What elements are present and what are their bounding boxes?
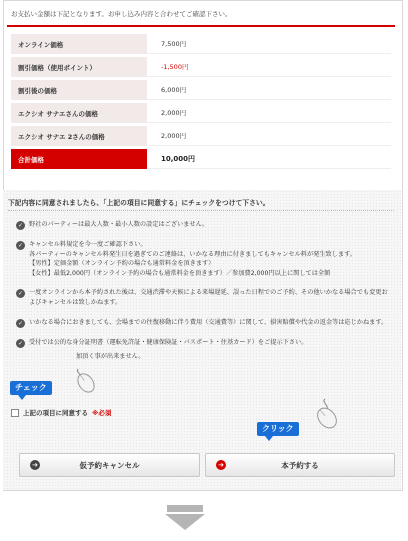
check-circle-icon: ✓ (17, 242, 24, 249)
confirm-reservation-button[interactable] (205, 453, 395, 477)
price-label: 割引価格（使用ポイント） (11, 57, 147, 77)
payment-note: お支払い金額は下記となります。お申し込み内容と合わせてご確認下さい。 (11, 10, 232, 18)
price-row (11, 34, 391, 54)
check-circle-icon: ✓ (17, 339, 24, 347)
price-row (11, 126, 391, 146)
term-text: 【女性】最低2,000円（オンライン予約の場合も通常料金を頂きます）／参加費2,000円以上に関しては全額 (29, 269, 331, 277)
required-mark: ※必須 (92, 409, 112, 417)
agreement-title: 下記内容に同意されましたら、「上記の項目に同意する」にチェックをつけて下さい。 (8, 199, 270, 207)
list-item (16, 288, 391, 307)
agree-checkbox-label[interactable]: 上記の項目に同意する (23, 409, 88, 417)
term-text: 一度オンラインから本予約された後は、交通渋滞や天候による来場遅延、誤った日程でのご予約、その他いかなる場合でも変更およびキャンセルは致しかねます。 (29, 289, 388, 307)
total-price-value: 10,000円 (147, 149, 391, 169)
term-text: 野社のパーティーは最大人数・最小人数の設定はございません。 (29, 221, 209, 228)
down-arrow-icon (163, 505, 207, 531)
arrow-right-icon: ➔ (216, 460, 226, 470)
price-value: 6,000円 (147, 80, 391, 100)
term-text: 【男性】定価金額（オンライン予約の場合も通常料金を頂きます） (29, 260, 215, 268)
price-label: オンライン価格 (11, 34, 147, 54)
check-circle-icon: ✓ (17, 222, 24, 229)
term-text: キャンセル料規定を今一度ご確認下さい。 (29, 241, 147, 248)
click-callout: クリック (257, 422, 299, 436)
total-price-label: 合計価格 (11, 149, 147, 169)
agree-checkbox[interactable] (11, 409, 19, 417)
price-label: 割引後の価格 (11, 80, 147, 100)
list-item (16, 338, 391, 348)
term-text: 加頂く事が出来ません。 (76, 352, 145, 360)
check-circle-icon: ✓ (17, 319, 24, 327)
list-item (16, 352, 391, 362)
agreement-panel (3, 190, 401, 490)
check-callout: チェック (10, 381, 52, 395)
arrow-right-icon: ➔ (30, 460, 40, 470)
cancel-reservation-button[interactable] (19, 453, 200, 477)
price-value: 2,000円 (147, 103, 391, 123)
term-text: いかなる場合におきましても、会場までの往復移動に伴う費用（交通費等）に関して、損害賠償や代金の返金等は応じかねます。 (29, 318, 388, 326)
price-table (11, 34, 391, 172)
red-divider (7, 25, 395, 27)
price-row (11, 80, 391, 100)
price-value: 2,000円 (147, 126, 391, 146)
price-label: エクシオ サナエ 2さんの価格 (11, 126, 147, 146)
price-row (11, 103, 391, 123)
list-item (16, 318, 391, 328)
price-row (11, 57, 391, 77)
term-text: 受付では公的な身分証明書（運転免許証・健康保険証・パスポート・住基カード）をご提示下さい。 (29, 338, 308, 346)
term-text: 各パーティーのキャンセル料発生日を過ぎてのご連絡は、いかなる理由に付きましてもキャンセル料が発生致します。 (29, 250, 356, 258)
mouse-icon (309, 397, 343, 431)
agree-checkbox-row[interactable] (11, 408, 111, 417)
check-circle-icon: ✓ (17, 290, 24, 298)
price-value: -1,500円 (147, 57, 391, 77)
dotted-divider (8, 210, 394, 211)
price-label: エクシオ サナエさんの価格 (11, 103, 147, 123)
mouse-icon (70, 367, 100, 393)
cancel-button-label: 仮予約キャンセル (79, 460, 140, 470)
confirm-button-label: 本予約する (281, 460, 319, 470)
list-item (16, 240, 391, 278)
total-price-row (11, 149, 391, 169)
price-value: 7,500円 (147, 34, 391, 54)
terms-list (16, 220, 391, 371)
list-item (16, 220, 391, 230)
